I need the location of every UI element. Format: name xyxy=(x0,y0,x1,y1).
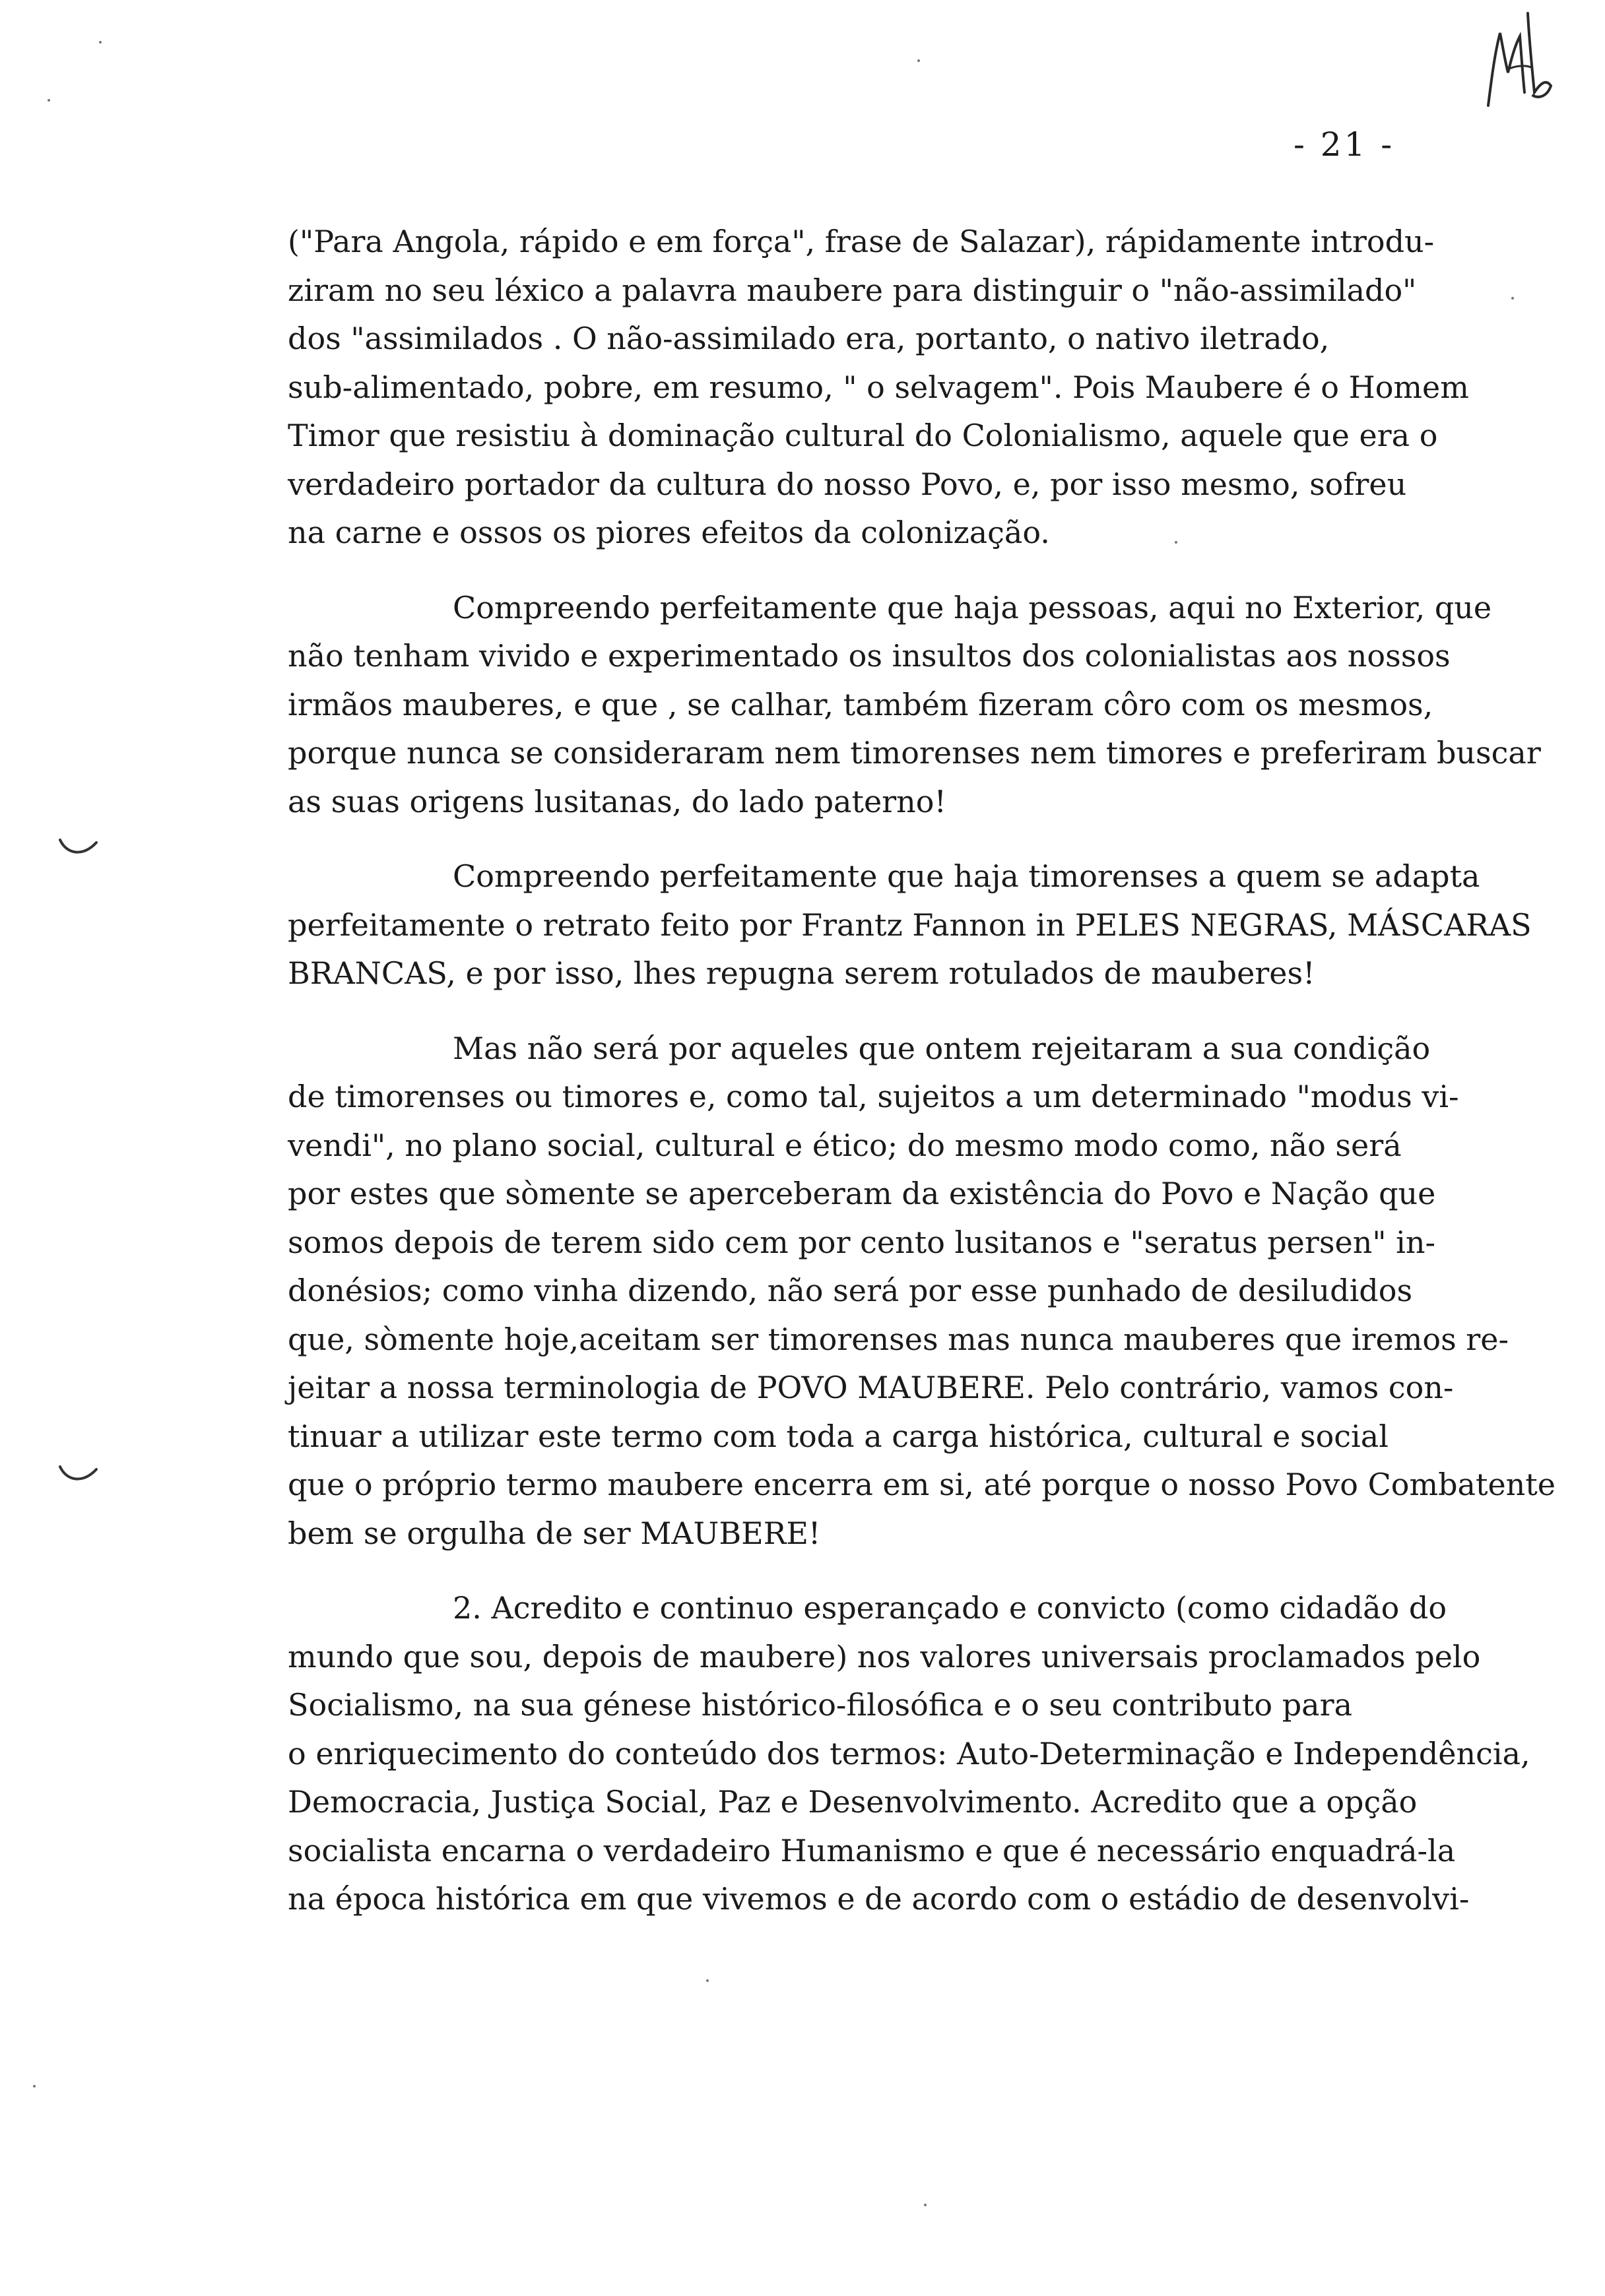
paragraph-2 xyxy=(288,584,1575,827)
text-line: jeitar a nossa terminologia de POVO MAUBERE. Pelo contrário, vamos con- xyxy=(288,1370,1454,1405)
text-line: de timorenses ou timores e, como tal, sujeitos a um determinado "modus vi- xyxy=(288,1079,1459,1114)
text-line: ziram no seu léxico a palavra maubere para distinguir o "não-assimilado" xyxy=(288,272,1417,308)
text-line: na época histórica em que vivemos e de acordo com o estádio de desenvolvi- xyxy=(288,1881,1470,1917)
text-line: 2. Acredito e continuo esperançado e convicto (como cidadão do xyxy=(453,1590,1447,1626)
text-line: somos depois de terem sido cem por cento lusitanos e "seratus persen" in- xyxy=(288,1224,1435,1260)
text-line: socialista encarna o verdadeiro Humanismo e que é necessário enquadrá-la xyxy=(288,1832,1456,1868)
paragraph-3 xyxy=(288,852,1575,998)
body-text xyxy=(288,218,1575,1924)
text-line: sub-alimentado, pobre, em resumo, " o selvagem". Pois Maubere é o Homem xyxy=(288,369,1469,405)
text-line: Democracia, Justiça Social, Paz e Desenvolvimento. Acredito que a opção xyxy=(288,1784,1418,1820)
text-line: Timor que resistiu à dominação cultural do Colonialismo, aquele que era o xyxy=(288,418,1438,453)
scan-speck xyxy=(48,99,50,102)
scan-speck xyxy=(99,41,102,44)
paragraph-4 xyxy=(288,1025,1575,1558)
text-line: Compreendo perfeitamente que haja timorenses a quem se adapta xyxy=(453,858,1480,894)
text-line: BRANCAS, e por isso, lhes repugna serem rotulados de mauberes! xyxy=(288,955,1315,991)
scan-speck xyxy=(924,2204,927,2206)
text-line: bem se orgulha de ser MAUBERE! xyxy=(288,1515,821,1551)
text-line: donésios; como vinha dizendo, não será por esse punhado de desiludidos xyxy=(288,1273,1413,1308)
text-line: perfeitamente o retrato feito por Frantz Fannon in PELES NEGRAS, MÁSCARAS xyxy=(288,907,1532,943)
text-line: Compreendo perfeitamente que haja pessoas, aqui no Exterior, que xyxy=(453,589,1492,625)
text-line: mundo que sou, depois de maubere) nos valores universais proclamados pelo xyxy=(288,1638,1481,1674)
scan-speck xyxy=(706,1979,709,1982)
text-line: dos "assimilados . O não-assimilado era, portanto, o nativo iletrado, xyxy=(288,321,1330,356)
text-line: vendi", no plano social, cultural e ético; do mesmo modo como, não será xyxy=(288,1127,1402,1163)
text-line: as suas origens lusitanas, do lado paterno! xyxy=(288,783,946,819)
text-line: porque nunca se consideraram nem timorenses nem timores e preferiram buscar xyxy=(288,735,1541,771)
text-line: na carne e ossos os piores efeitos da colonização. xyxy=(288,515,1050,550)
text-line: verdadeiro portador da cultura do nosso Povo, e, por isso mesmo, sofreu xyxy=(288,466,1407,502)
text-line: que o próprio termo maubere encerra em si, até porque o nosso Povo Combatente xyxy=(288,1467,1556,1502)
text-line: irmãos mauberes, e que , se calhar, também fizeram côro com os mesmos, xyxy=(288,686,1433,722)
scan-speck xyxy=(917,59,920,62)
text-line: não tenham vivido e experimentado os insultos dos colonialistas aos nossos xyxy=(288,638,1451,674)
text-line: por estes que sòmente se aperceberam da existência do Povo e Nação que xyxy=(288,1176,1436,1211)
page-number: - 21 - xyxy=(1294,125,1395,164)
binder-hole-mark xyxy=(57,1461,103,1488)
text-line: Socialismo, na sua génese histórico-filosófica e o seu contributo para xyxy=(288,1687,1352,1723)
text-line: tinuar a utilizar este termo com toda a carga histórica, cultural e social xyxy=(288,1418,1389,1454)
text-line: o enriquecimento do conteúdo dos termos: Auto-Determinação e Independência, xyxy=(288,1735,1530,1771)
handwritten-initials-mark xyxy=(1468,7,1561,119)
binder-hole-mark xyxy=(57,835,103,861)
paragraph-1 xyxy=(288,218,1575,558)
text-line: Mas não será por aqueles que ontem rejeitaram a sua condição xyxy=(453,1030,1431,1066)
paragraph-5 xyxy=(288,1584,1575,1924)
text-line: que, sòmente hoje,aceitam ser timorenses mas nunca mauberes que iremos re- xyxy=(288,1321,1509,1357)
scan-speck xyxy=(33,2085,36,2088)
text-line: ("Para Angola, rápido e em força", frase de Salazar), rápidamente introdu- xyxy=(288,224,1435,259)
